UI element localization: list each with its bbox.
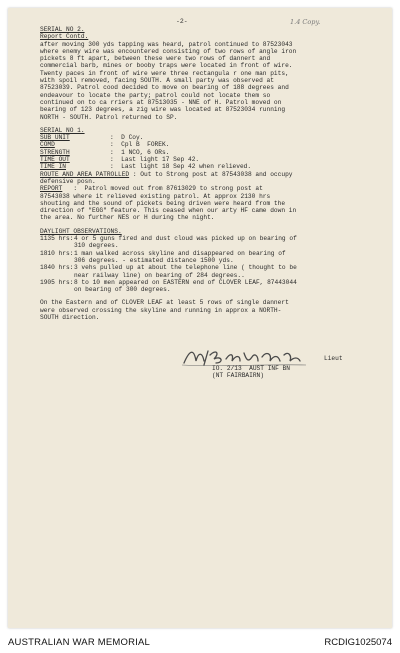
field-key: COMD — [40, 141, 55, 149]
text-line: Twenty paces in front of wire were three rectangula r one man pits, — [40, 69, 289, 77]
field-row — [40, 163, 380, 170]
observation-text: 1 man walked across skyline and disappeared on bearing of — [74, 249, 286, 257]
text-line: continued on to ca rriers at 87513035 - NNE of H. Patrol moved on — [40, 98, 282, 106]
daylight-entries — [40, 235, 380, 293]
text-line: On the Eastern and of CLOVER LEAF at least 5 rows of single dannert — [40, 299, 289, 307]
observation-text: 306 degrees. - estimated distance 1500 yds. — [74, 256, 234, 264]
text-line: after moving 300 yds tapping was heard, patrol continued to 87523043 — [40, 40, 293, 48]
field-key: TIME OUT — [40, 156, 70, 164]
serial1-heading: SERIAL NO 1. — [40, 126, 85, 134]
route-text: : Out to Strong post at 87543038 and occupy — [129, 170, 293, 178]
field-key: STRENGTH — [40, 148, 70, 156]
observation-time — [40, 242, 74, 249]
margin-note: 1.4 Copy. — [290, 18, 321, 26]
observation-text: on bearing of 300 degrees. — [74, 286, 171, 294]
document-body — [40, 20, 380, 385]
observation-line — [40, 279, 380, 286]
observation-text: near railway line) on bearing of 284 degrees.. — [74, 271, 245, 279]
daylight-heading: DAYLIGHT OBSERVATIONS. — [40, 227, 122, 235]
text-line: shouting and the sound of pickets being driven were heard from the — [40, 199, 286, 207]
route-cont: defensive posn. — [40, 177, 96, 185]
signature-name: (NT FAIRBAIRN) — [212, 372, 264, 380]
observation-line — [40, 264, 380, 271]
observation-time: 1135 hrs: — [40, 235, 74, 243]
field-value: : Cpl B FOREK. — [110, 141, 170, 149]
observation-time: 1810 hrs: — [40, 249, 74, 257]
footer-bar — [0, 633, 400, 653]
observation-line — [40, 257, 380, 264]
serial1-report — [40, 193, 380, 222]
text-line: pickets 8 ft apart, between these were two rows of dannert and — [40, 55, 271, 63]
observation-time: 1905 hrs: — [40, 278, 74, 286]
text-line: with spoil removed, facing SOUTH. A small party was observed at — [40, 77, 274, 85]
field-row — [40, 141, 380, 148]
text-line: direction of "EGG" feature. This ceased when our arty HF came down in — [40, 207, 297, 215]
text-line: commercial barb, mines or booby traps were located in front of wire. — [40, 62, 293, 70]
observation-time: 1840 hrs: — [40, 264, 74, 272]
page-number: -2- — [176, 18, 188, 25]
observation-line — [40, 272, 380, 279]
field-row — [40, 134, 380, 141]
text-line: 87523039. Patrol cood decided to move on bearing of 188 degrees and — [40, 84, 289, 92]
text-line: 87543038 where it relieved existing patrol. At approx 2130 hrs — [40, 192, 271, 200]
field-value: : D Coy. — [110, 134, 144, 142]
observation-text: 8 to 10 men appeared on EASTERN end of CLOVER LEAF, 87443044 — [74, 278, 297, 286]
field-row — [40, 156, 380, 163]
text-line: NORTH - SOUTH. Patrol returned to SP. — [40, 113, 178, 121]
report-row — [40, 185, 380, 192]
field-value: : Last light 18 Sep 42 when relieved. — [110, 163, 252, 171]
observation-text: 310 degrees. — [74, 242, 119, 250]
observation-line — [40, 286, 380, 293]
text-line: bearing of 123 degrees, a zig wire was located at 87523034 running — [40, 106, 286, 114]
footer-source: AUSTRALIAN WAR MEMORIAL — [8, 637, 151, 648]
serial2-report — [40, 41, 380, 121]
text-line: the area. No further NES or H during the night. — [40, 214, 215, 222]
footer-record-id: RCDIG1025074 — [324, 637, 392, 648]
observation-text: 3 vehs pulled up at about the telephone line ( thought to be — [74, 264, 297, 272]
route-row — [40, 171, 380, 178]
document-page — [8, 8, 392, 628]
serial2-heading: SERIAL NO 2. — [40, 26, 85, 33]
field-key: SUB UNIT — [40, 134, 70, 142]
observation-line — [40, 250, 380, 257]
observation-line — [40, 235, 380, 242]
field-value: : 1 NCO, 6 ORs. — [110, 148, 170, 156]
observation-text: 4 or 5 guns fired and dust cloud was picked up on bearing of — [74, 235, 297, 243]
serial2-subheading: Report Contd. — [40, 33, 89, 41]
text-line: endeavour to locate the party; patrol could not locate them so — [40, 91, 271, 99]
signature-rank: Lieut — [324, 355, 343, 363]
route-label: ROUTE AND AREA PATROLLED — [40, 170, 130, 178]
field-value: : Last light 17 Sep 42. — [110, 156, 200, 164]
closing-paragraph — [40, 299, 380, 321]
report-first: : Patrol moved out from 87613029 to strong post at — [62, 185, 263, 193]
report-label: REPORT — [40, 185, 63, 193]
signature-unit: IO. 2/13 AUST INF BN — [212, 365, 290, 373]
text-line: were observed crossing the skyline and running in approx a NORTH- — [40, 306, 282, 314]
field-row — [40, 149, 380, 156]
serial1-fields — [40, 134, 380, 170]
observation-time — [40, 286, 74, 293]
text-line: where enemy wire was encountered consisting of two rows of angle iron — [40, 47, 297, 55]
observation-line — [40, 242, 380, 249]
observation-time — [40, 272, 74, 279]
text-line: SOUTH direction. — [40, 313, 100, 321]
signature-block — [40, 345, 380, 385]
field-key: TIME IN — [40, 163, 66, 171]
observation-time — [40, 257, 74, 264]
